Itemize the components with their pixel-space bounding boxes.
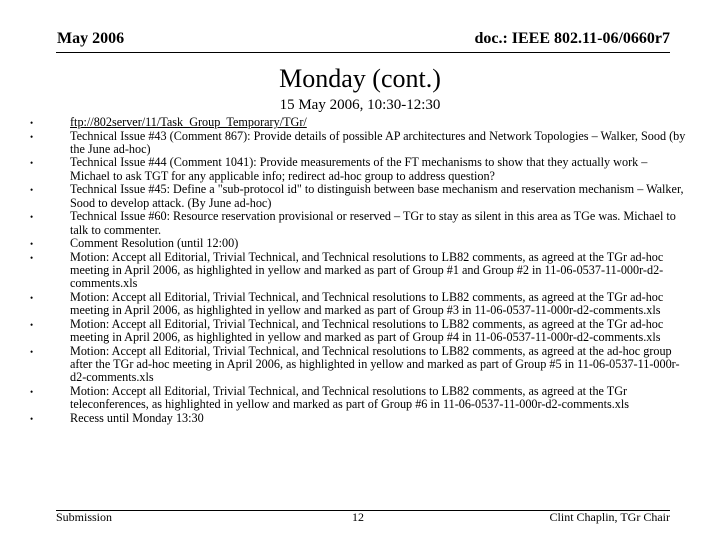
slide-subtitle: 15 May 2006, 10:30-12:30	[279, 97, 441, 113]
bullet-icon: •	[30, 131, 34, 142]
header-date: May 2006	[57, 30, 125, 47]
item-text: Technical Issue #43 (Comment 867): Provide details of possible AP architectures and Network Topologies – Walker, Sood (by the June ad-hoc)	[70, 128, 686, 156]
footer-author: Clint Chaplin, TGr Chair	[549, 510, 670, 524]
bullet-icon: •	[30, 158, 34, 169]
list-item	[30, 210, 690, 237]
agenda-list	[30, 116, 690, 425]
list-item	[30, 318, 690, 345]
slide-title: Monday (cont.)	[279, 64, 441, 93]
footer-submission: Submission	[56, 510, 113, 524]
bullet-icon: •	[30, 252, 34, 263]
item-text: Motion: Accept all Editorial, Trivial Technical, and Technical resolutions to LB82 comments, as agreed at the ad-hoc group after the TGr ad-hoc meeting in April 2006, as highlighted in yellow and marked as part of Group #5 in 11-06-0537-11-000r-d2-comments.xls	[70, 343, 680, 385]
list-item	[30, 156, 690, 183]
header-doc-id: doc.: IEEE 802.11-06/0660r7	[474, 30, 670, 47]
list-item	[30, 251, 690, 291]
item-text: Recess until Monday 13:30	[70, 410, 204, 425]
bullet-icon: •	[30, 346, 34, 357]
item-text: Technical Issue #60: Resource reservation provisional or reserved – TGr to stay as silent in this area as TGe was. Michael to talk to commenter.	[70, 209, 676, 237]
bullet-icon: •	[30, 413, 34, 424]
list-item	[30, 412, 690, 425]
item-text: Comment Resolution (until 12:00)	[70, 236, 239, 251]
list-item	[30, 237, 690, 250]
footer-page-number: 12	[352, 510, 364, 524]
bullet-icon: •	[30, 292, 34, 303]
list-item	[30, 116, 690, 129]
list-item	[30, 183, 690, 210]
item-text: Technical Issue #45: Define a "sub-protocol id" to distinguish between base mechanism and reservation mechanism – Walker, Sood to develop attack. (By June ad-hoc)	[70, 182, 684, 210]
ftp-link[interactable]: ftp://802server/11/Task_Group_Temporary/TGr/	[70, 115, 307, 129]
bullet-icon: •	[30, 212, 34, 223]
list-item	[30, 130, 690, 157]
list-item	[30, 291, 690, 318]
item-text: Motion: Accept all Editorial, Trivial Technical, and Technical resolutions to LB82 comments, as agreed at the TGr ad-hoc meeting in April 2006, as highlighted in yellow and marked as part of Group #1 and Group #2 in 11-06-0537-11-000r-d2-comments.xls	[70, 249, 664, 291]
bullet-icon: •	[30, 239, 34, 250]
list-item	[30, 385, 690, 412]
item-text: Technical Issue #44 (Comment 1041): Provide measurements of the FT mechanisms to show that they actually work – Michael to ask TGT for any applicable info; redirect ad-hoc group to address question?	[70, 155, 648, 183]
item-text: Motion: Accept all Editorial, Trivial Technical, and Technical resolutions to LB82 comments, as agreed at the TGr ad-hoc meeting in April 2006, as highlighted in yellow and marked as part of Group #3 in 11-06-0537-11-000r-d2-comments.xls	[70, 289, 664, 318]
bullet-icon: •	[30, 185, 34, 196]
item-text: Motion: Accept all Editorial, Trivial Technical, and Technical resolutions to LB82 comments, as agreed at the TGr teleconferences, as highlighted in yellow and marked as part of Group #6 in 11-06-0537-11-000r-d2-comments.xls	[70, 383, 629, 412]
bullet-icon: •	[30, 386, 34, 397]
bullet-icon: •	[30, 118, 34, 128]
list-item	[30, 345, 690, 385]
bullet-icon: •	[30, 319, 34, 330]
header-divider	[56, 52, 670, 53]
item-text: Motion: Accept all Editorial, Trivial Technical, and Technical resolutions to LB82 comments, as agreed at the TGr ad-hoc meeting in April 2006, as highlighted in yellow and marked as part of Group #4 in 11-06-0537-11-000r-d2-comments.xls	[70, 316, 664, 345]
